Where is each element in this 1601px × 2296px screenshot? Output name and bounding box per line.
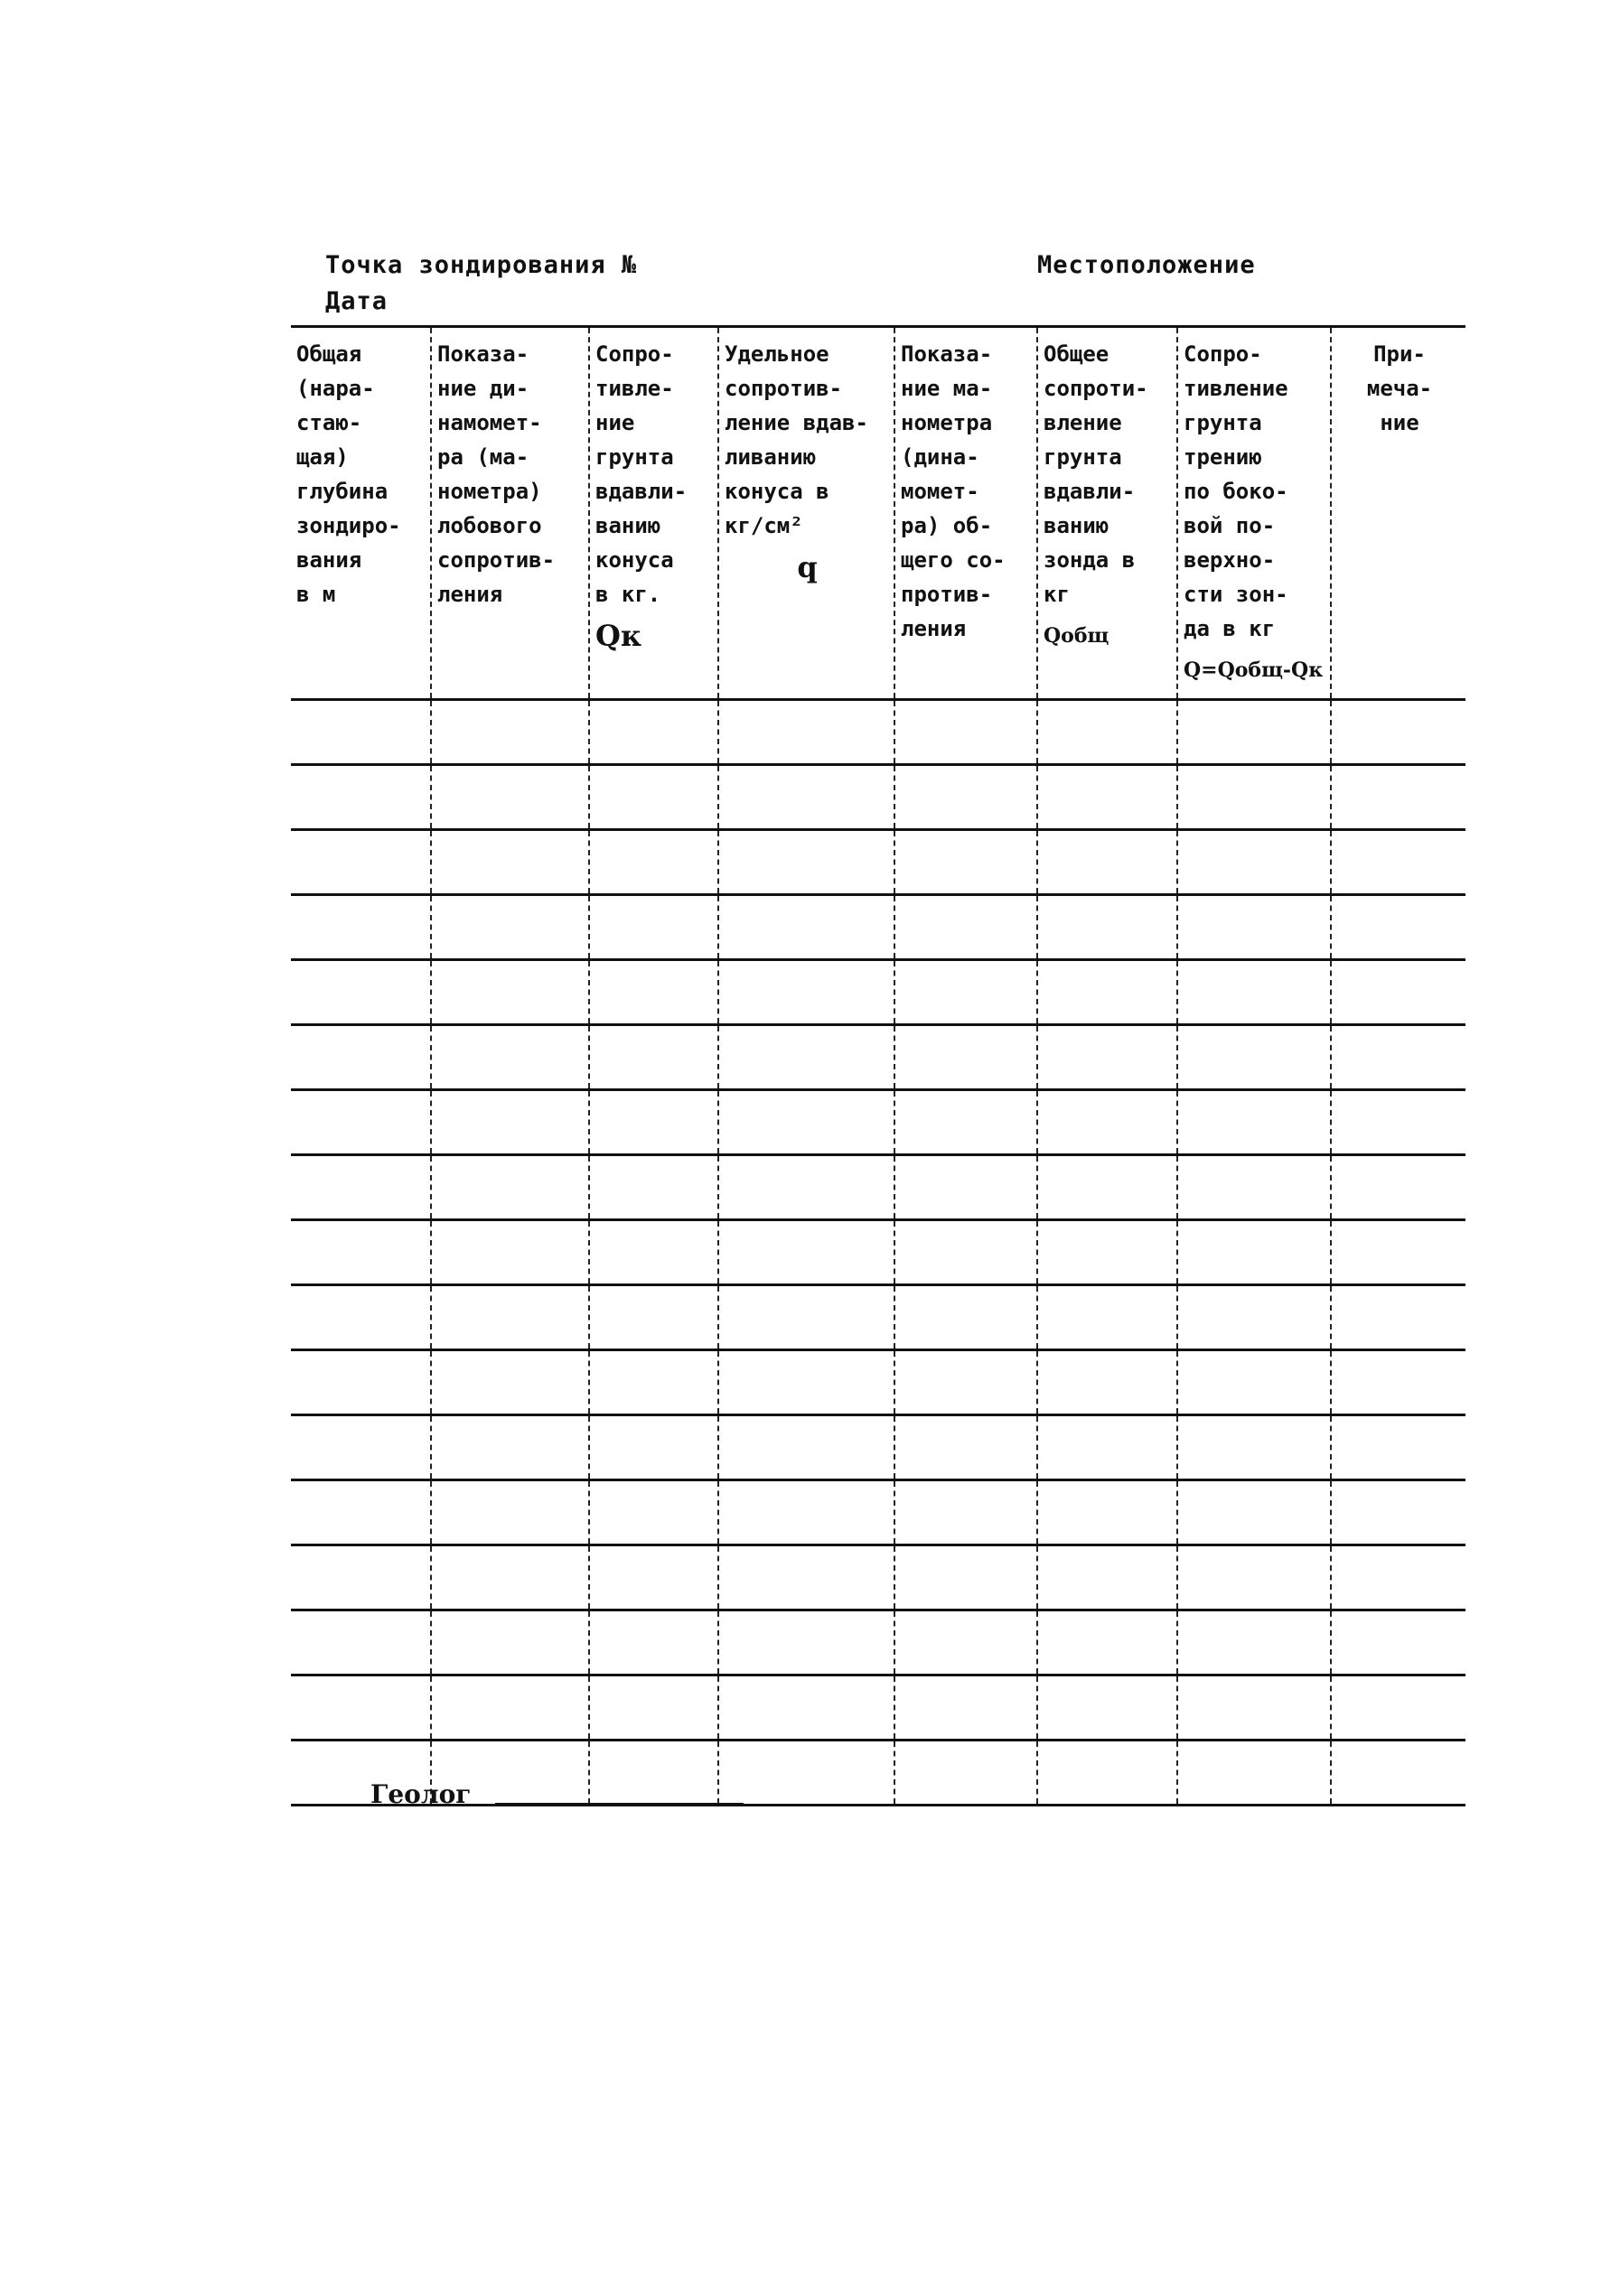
empty-cell	[718, 1415, 894, 1480]
table-row	[291, 895, 1465, 960]
empty-cell	[718, 700, 894, 765]
empty-cell	[431, 1155, 589, 1220]
table-header-row	[291, 327, 1465, 700]
empty-cell	[589, 700, 718, 765]
empty-cell	[718, 1545, 894, 1610]
empty-cell	[1331, 960, 1465, 1025]
empty-cell	[894, 1350, 1037, 1415]
empty-cell	[1331, 1675, 1465, 1741]
empty-cell	[894, 1025, 1037, 1090]
empty-cell	[589, 1090, 718, 1155]
empty-cell	[1177, 1025, 1331, 1090]
table-row	[291, 830, 1465, 895]
empty-cell	[718, 1155, 894, 1220]
symbol-qk: Qк	[595, 619, 641, 653]
empty-cell	[1037, 1415, 1177, 1480]
empty-cell	[589, 830, 718, 895]
table-row	[291, 700, 1465, 765]
empty-cell	[1177, 960, 1331, 1025]
empty-cell	[431, 1220, 589, 1285]
empty-cell	[894, 1545, 1037, 1610]
empty-cell	[718, 1220, 894, 1285]
table-row	[291, 765, 1465, 830]
empty-cell	[1037, 1350, 1177, 1415]
empty-cell	[718, 1480, 894, 1545]
table-row	[291, 1025, 1465, 1090]
empty-cell	[894, 960, 1037, 1025]
empty-cell	[894, 1155, 1037, 1220]
empty-cell	[589, 1350, 718, 1415]
empty-cell	[1037, 1610, 1177, 1675]
empty-cell	[1037, 1155, 1177, 1220]
empty-cell	[894, 1610, 1037, 1675]
empty-cell	[1037, 1220, 1177, 1285]
sounding-log-table	[291, 325, 1465, 1806]
empty-cell	[894, 1285, 1037, 1350]
empty-cell	[718, 830, 894, 895]
empty-cell	[1037, 1480, 1177, 1545]
empty-cell	[718, 765, 894, 830]
empty-cell	[1177, 1090, 1331, 1155]
empty-cell	[291, 1220, 431, 1285]
empty-cell	[291, 1480, 431, 1545]
table-row	[291, 1675, 1465, 1741]
empty-cell	[431, 1090, 589, 1155]
empty-cell	[1037, 830, 1177, 895]
empty-cell	[894, 830, 1037, 895]
empty-cell	[718, 895, 894, 960]
empty-cell	[589, 1415, 718, 1480]
empty-cell	[431, 700, 589, 765]
location-label: Местоположение	[1037, 251, 1256, 279]
col-total-resistance-header: Общее сопроти- вление грунта вдавли- ванию зонда в кг Qобщ	[1037, 327, 1177, 700]
empty-cell	[1331, 1025, 1465, 1090]
empty-cell	[431, 1610, 589, 1675]
col-manometer-total-header: Показа- ние ма- нометра (дина- момет- ра) об- щего со- против- ления	[894, 327, 1037, 700]
empty-cell	[1331, 1610, 1465, 1675]
empty-cell	[431, 765, 589, 830]
empty-cell	[1177, 1220, 1331, 1285]
empty-cell	[431, 960, 589, 1025]
empty-cell	[431, 895, 589, 960]
sounding-point-label: Точка зондирования №	[325, 251, 638, 279]
empty-cell	[1037, 1090, 1177, 1155]
empty-cell	[431, 1025, 589, 1090]
empty-cell	[894, 1480, 1037, 1545]
empty-cell	[1331, 700, 1465, 765]
table-row	[291, 1285, 1465, 1350]
empty-cell	[1037, 700, 1177, 765]
empty-cell	[291, 895, 431, 960]
empty-cell	[291, 830, 431, 895]
col-specific-resistance-header: Удельное сопротив- ление вдав- ливанию конуса в кг/см² q	[718, 327, 894, 700]
empty-cell	[894, 1220, 1037, 1285]
table-row	[291, 1480, 1465, 1545]
empty-cell	[291, 1155, 431, 1220]
table-row	[291, 960, 1465, 1025]
empty-cell	[1177, 1480, 1331, 1545]
empty-cell	[431, 1545, 589, 1610]
empty-cell	[589, 1545, 718, 1610]
empty-cell	[718, 1350, 894, 1415]
empty-cell	[1177, 700, 1331, 765]
empty-cell	[589, 1285, 718, 1350]
empty-cell	[894, 765, 1037, 830]
empty-cell	[589, 1220, 718, 1285]
empty-cell	[1177, 1415, 1331, 1480]
empty-cell	[718, 960, 894, 1025]
col-cone-resistance-header: Сопро- тивле- ние грунта вдавли- ванию конуса в кг. Qк	[589, 327, 718, 700]
empty-cell	[291, 1610, 431, 1675]
empty-cell	[894, 1675, 1037, 1741]
empty-cell	[1331, 830, 1465, 895]
table-row	[291, 1090, 1465, 1155]
col-depth-header: Общая (нара- стаю- щая) глубина зондиро- вания в м	[291, 327, 431, 700]
empty-cell	[291, 1090, 431, 1155]
col-friction-resistance-header: Сопро- тивление грунта трению по боко- вой по- верхно- сти зон- да в кг Q=Qобщ-Qк	[1177, 327, 1331, 700]
empty-cell	[291, 960, 431, 1025]
empty-cell	[718, 1090, 894, 1155]
symbol-qtotal: Qобщ	[1044, 624, 1109, 648]
empty-cell	[291, 1545, 431, 1610]
empty-cell	[1037, 1285, 1177, 1350]
empty-cell	[1177, 1285, 1331, 1350]
empty-cell	[1037, 1545, 1177, 1610]
empty-cell	[291, 1675, 431, 1741]
empty-cell	[1177, 1350, 1331, 1415]
empty-cell	[1177, 1610, 1331, 1675]
empty-cell	[589, 895, 718, 960]
table-row	[291, 1155, 1465, 1220]
empty-cell	[589, 1025, 718, 1090]
empty-cell	[894, 700, 1037, 765]
empty-cell	[1177, 895, 1331, 960]
empty-cell	[431, 1350, 589, 1415]
empty-cell	[589, 765, 718, 830]
empty-cell	[1037, 1025, 1177, 1090]
empty-cell	[291, 1415, 431, 1480]
empty-cell	[291, 1285, 431, 1350]
empty-cell	[1331, 765, 1465, 830]
empty-cell	[718, 1285, 894, 1350]
empty-cell	[1331, 1480, 1465, 1545]
empty-cell	[1177, 1675, 1331, 1741]
empty-cell	[1331, 1545, 1465, 1610]
date-label: Дата	[325, 287, 389, 315]
empty-cell	[1177, 1155, 1331, 1220]
empty-cell	[1331, 1741, 1465, 1806]
empty-cell	[1331, 1415, 1465, 1480]
empty-cell	[1037, 1741, 1177, 1806]
geologist-label: Геолог	[370, 1779, 472, 1809]
empty-cell	[291, 700, 431, 765]
empty-cell	[589, 1741, 718, 1806]
empty-cell	[431, 1480, 589, 1545]
table-row	[291, 1415, 1465, 1480]
table-row	[291, 1220, 1465, 1285]
empty-cell	[1177, 1545, 1331, 1610]
empty-cell	[718, 1025, 894, 1090]
empty-cell	[894, 1741, 1037, 1806]
empty-cell	[431, 1285, 589, 1350]
empty-cell	[1037, 1675, 1177, 1741]
col-notes-header: При- меча- ние	[1331, 327, 1465, 700]
empty-cell	[1177, 830, 1331, 895]
empty-cell	[1037, 960, 1177, 1025]
symbol-q: q	[797, 550, 818, 584]
empty-cell	[291, 1025, 431, 1090]
empty-cell	[431, 1675, 589, 1741]
table-row	[291, 1350, 1465, 1415]
table-row	[291, 1610, 1465, 1675]
empty-cell	[718, 1675, 894, 1741]
empty-cell	[589, 1155, 718, 1220]
empty-cell	[1331, 1285, 1465, 1350]
empty-cell	[1331, 1350, 1465, 1415]
empty-cell	[589, 1675, 718, 1741]
empty-cell	[894, 895, 1037, 960]
symbol-q-formula: Q=Qобщ-Qк	[1184, 658, 1324, 682]
col-dynamometer-frontal-header: Показа- ние ди- намомет- ра (ма- нометра) лобового сопротив- ления	[431, 327, 589, 700]
empty-cell	[589, 1610, 718, 1675]
empty-cell	[1177, 765, 1331, 830]
empty-cell	[1331, 1220, 1465, 1285]
empty-cell	[291, 765, 431, 830]
empty-cell	[718, 1610, 894, 1675]
empty-cell	[431, 830, 589, 895]
empty-cell	[589, 960, 718, 1025]
empty-cell	[1177, 1741, 1331, 1806]
empty-cell	[1331, 895, 1465, 960]
empty-cell	[1331, 1155, 1465, 1220]
empty-cell	[1037, 895, 1177, 960]
empty-cell	[1331, 1090, 1465, 1155]
empty-cell	[894, 1415, 1037, 1480]
empty-cell	[431, 1415, 589, 1480]
empty-cell	[1037, 765, 1177, 830]
empty-cell	[718, 1741, 894, 1806]
empty-cell	[894, 1090, 1037, 1155]
table-row	[291, 1545, 1465, 1610]
empty-cell	[589, 1480, 718, 1545]
empty-cell	[291, 1350, 431, 1415]
geologist-signature-line	[495, 1803, 744, 1806]
